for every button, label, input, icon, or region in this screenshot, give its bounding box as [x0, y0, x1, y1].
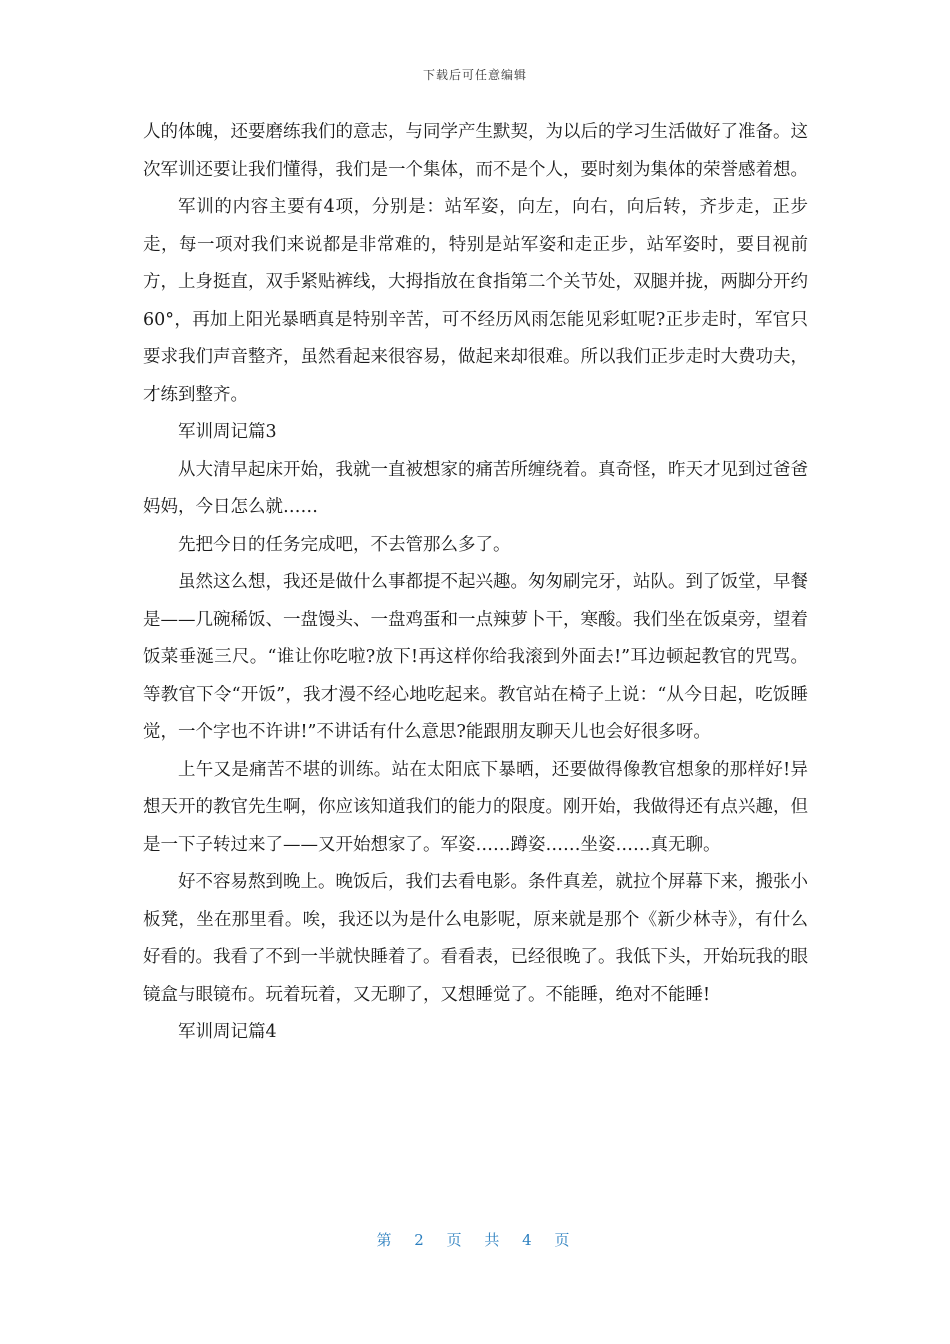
- paragraph: 从大清早起床开始，我就一直被想家的痛苦所缠绕着。真奇怪，昨天才见到过爸爸妈妈，今日怎么就……: [143, 459, 808, 517]
- page-number-footer: 第 2 页 共 4 页: [376, 1231, 574, 1249]
- document-body: [143, 114, 808, 1052]
- section-heading: 军训周记篇4: [178, 1022, 277, 1042]
- paragraph: 上午又是痛苦不堪的训练。站在太阳底下暴晒，还要做得像教官想象的那样好!异想天开的教官先生啊，你应该知道我们的能力的限度。刚开始，我做得还有点兴趣，但是一下子转过来了——又开始想家了。军姿……蹲姿……坐姿……真无聊。: [143, 759, 808, 855]
- paragraph: 先把今日的任务完成吧，不去管那么多了。: [178, 534, 511, 555]
- paragraph: 军训的内容主要有4项，分别是：站军姿，向左，向右，向后转，齐步走，正步走，每一项对我们来说都是非常难的，特别是站军姿和走正步，站军姿时，要目视前方，上身挺直，双手紧贴裤线，大拇指放在食指第二个关节处，双腿并拢，两脚分开约60°，再加上阳光暴晒真是特别辛苦，可不经历风雨怎能见彩虹呢?正步走时，军官只要求我们声音整齐，虽然看起来很容易，做起来却很难。所以我们正步走时大费功夫，才练到整齐。: [143, 197, 808, 405]
- section-heading: 军训周记篇3: [178, 422, 277, 442]
- paragraph: 好不容易熬到晚上。晚饭后，我们去看电影。条件真差，就拉个屏幕下来，搬张小板凳，坐在那里看。唉，我还以为是什么电影呢，原来就是那个《新少林寺》，有什么好看的。我看了不到一半就快睡着了。看看表，已经很晚了。我低下头，开始玩我的眼镜盒与眼镜布。玩着玩着，又无聊了，又想睡觉了。不能睡，绝对不能睡!: [143, 872, 808, 1005]
- paragraph: 人的体魄，还要磨练我们的意志，与同学产生默契，为以后的学习生活做好了准备。这次军训还要让我们懂得，我们是一个集体，而不是个人，要时刻为集体的荣誉感着想。: [143, 122, 808, 180]
- page-header: 下载后可任意编辑: [422, 68, 527, 82]
- paragraph: 虽然这么想，我还是做什么事都提不起兴趣。匆匆刷完牙，站队。到了饭堂，早餐是——几碗稀饭、一盘馒头、一盘鸡蛋和一点辣萝卜干，寒酸。我们坐在饭桌旁，望着饭菜垂涎三尺。“谁让你吃啦?放下!再这样你给我滚到外面去!”耳边顿起教官的咒骂。等教官下令“开饭”，我才漫不经心地吃起来。教官站在椅子上说：“从今日起，吃饭睡觉，一个字也不许讲!”不讲话有什么意思?能跟朋友聊天儿也会好很多呀。: [143, 572, 808, 742]
